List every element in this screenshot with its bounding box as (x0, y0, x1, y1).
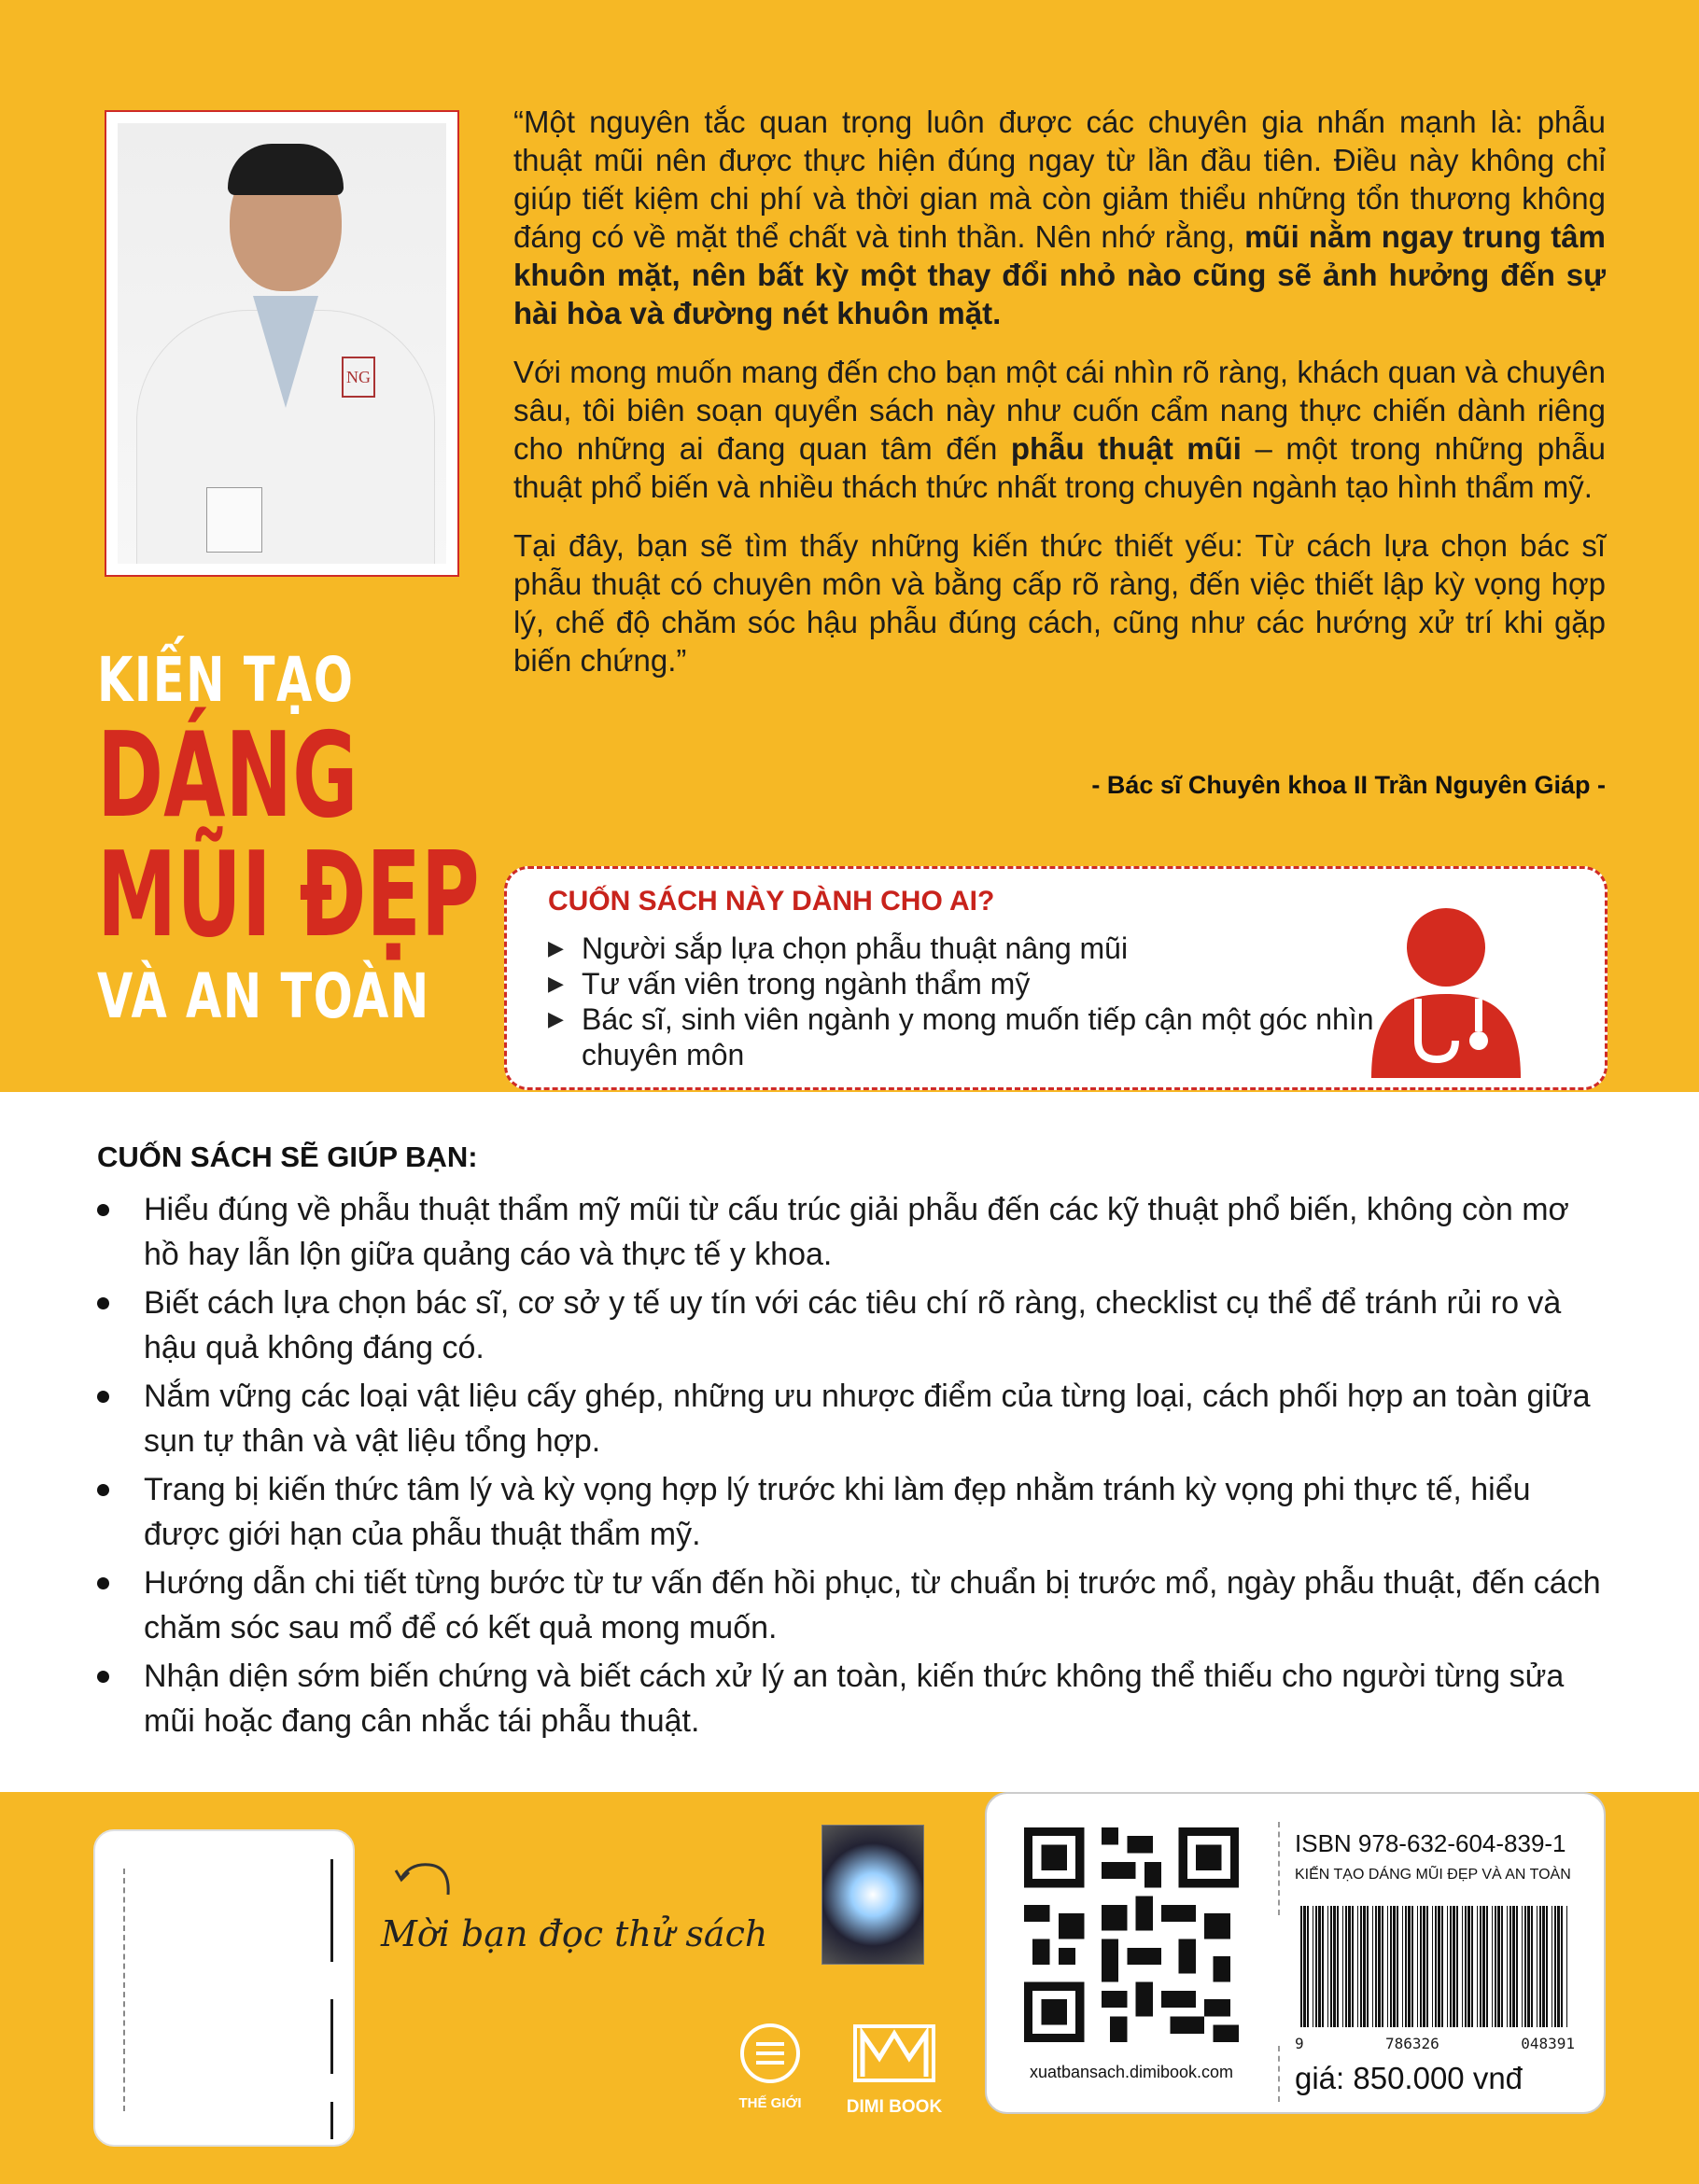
isbn-book-title: KIẾN TẠO DÁNG MŨI ĐẸP VÀ AN TOÀN (1295, 1867, 1571, 1883)
quote-paragraph-3: Tại đây, bạn sẽ tìm thấy những kiến thức thiết yếu: Từ cách lựa chọn bác sĩ phẫu thuật có chuyên môn và bằng cấp rõ ràng, đến việc thiết lập kỳ vọng hợp lý, chế độ chăm sóc hậu phẫu đúng cách, cũng như các hướng xử trí khi gặp biến chứng.” (513, 528, 1606, 678)
author-photo (118, 123, 446, 564)
author-photo-frame (105, 110, 459, 577)
title-line-1: KIẾN TẠO (97, 644, 355, 716)
clinic-logo: NG (342, 357, 375, 398)
list-item: Nắm vững các loại vật liệu cấy ghép, những ưu nhược điểm của từng loại, cách phối hợp an toàn giữa sụn tự thân và vật liệu tổng hợp. (97, 1374, 1609, 1463)
audience-box (504, 866, 1608, 1090)
quote-paragraph-1: “Một nguyên tắc quan trọng luôn được các chuyên gia nhấn mạnh là: phẫu thuật mũi nên được thực hiện đúng ngay từ lần đầu tiên. Điều này không chỉ giúp tiết kiệm chi phí và thời gian mà còn giảm thiểu những tổn thương không đáng có về mặt thể chất và tinh thần. Nên nhớ rằng, mũi nằm ngay trung tâm khuôn mặt, nên bất kỳ một thay đổi nhỏ nào cũng sẽ ảnh hưởng đến sự hài hòa và đường nét khuôn mặt. (513, 105, 1606, 330)
bullet-icon (97, 1204, 109, 1216)
bullet-icon (97, 1671, 109, 1683)
list-item: Trang bị kiến thức tâm lý và kỳ vọng hợp lý trước khi làm đẹp nhằm tránh kỳ vọng phi thực tế, hiểu được giới hạn của phẫu thuật thẩm mỹ. (97, 1467, 1609, 1557)
list-item: ▶ Tư vấn viên trong ngành thẩm mỹ (548, 967, 1031, 1001)
list-item: ▶ Bác sĩ, sinh viên ngành y mong muốn tiếp cận một góc nhìn chuyên môn (548, 1002, 1374, 1071)
benefits-title: CUỐN SÁCH SẼ GIÚP BẠN: (97, 1141, 478, 1173)
list-item: ▶ Người sắp lựa chọn phẫu thuật nâng mũi (548, 931, 1129, 965)
title-line-2: DÁNG (97, 707, 358, 844)
barcode (1295, 1906, 1575, 2046)
bullet-icon (97, 1391, 109, 1403)
publisher-website[interactable]: xuatbansach.dimibook.com (1029, 2063, 1234, 2081)
author-quote (513, 103, 1606, 700)
audience-list (548, 931, 1407, 1072)
list-item: Hiểu đúng về phẫu thuật thẩm mỹ mũi từ cấu trúc giải phẫu đến các kỹ thuật phổ biến, không còn mơ hồ hay lẫn lộn giữa quảng cáo và thực tế y khoa. (97, 1187, 1609, 1277)
title-line-4: VÀ AN TOÀN (97, 960, 430, 1032)
book-title (97, 644, 489, 1032)
triangle-right-icon: ▶ (548, 972, 564, 995)
publisher-the-gioi: THẾ GIỚI (728, 2021, 812, 2111)
title-line-3: MŨI ĐẸP (97, 826, 480, 963)
dimi-book-logo-icon (848, 2021, 941, 2086)
isbn-number: ISBN 978-632-604-839-1 (1295, 1829, 1566, 1857)
barcode-digits: 9 786326 048391 (1295, 2035, 1575, 2052)
book-price: giá: 850.000 vnđ (1295, 2061, 1523, 2095)
list-item: Nhận diện sớm biến chứng và biết cách xử lý an toàn, kiến thức không thể thiếu cho người từng sửa mũi hoặc đang cân nhắc tái phẫu thuật. (97, 1654, 1609, 1743)
bullet-icon (97, 1484, 109, 1496)
quote-paragraph-2: Với mong muốn mang đến cho bạn một cái nhìn rõ ràng, khách quan và chuyên sâu, tôi biên soạn quyển sách này như cuốn cẩm nang thực chiến dành riêng cho những ai đang quan tâm đến phẫu thuật mũi – một trong những phẫu thuật phổ biến và nhiều thách thức nhất trong chuyên ngành tạo hình thẩm mỹ. (513, 355, 1607, 504)
benefits-list (97, 1187, 1609, 1747)
curved-arrow-icon (392, 1857, 457, 1904)
isbn-card (985, 1792, 1606, 2114)
triangle-right-icon: ▶ (548, 1007, 564, 1030)
audience-title: CUỐN SÁCH NÀY DÀNH CHO AI? (548, 886, 995, 917)
the-gioi-logo-icon (737, 2021, 803, 2086)
triangle-right-icon: ▶ (548, 936, 564, 959)
hologram-sticker (821, 1825, 924, 1965)
list-item: Hướng dẫn chi tiết từng bước từ tư vấn đến hồi phục, từ chuẩn bị trước mổ, ngày phẫu thuật, đến cách chăm sóc sau mổ để có kết quả mong muốn. (97, 1561, 1609, 1650)
read-sample-card[interactable] (93, 1829, 355, 2147)
read-sample-invite: Mời bạn đọc thử sách (381, 1913, 768, 1954)
bullet-icon (97, 1297, 109, 1309)
doctor-stethoscope-icon (1353, 891, 1539, 1078)
bullet-icon (97, 1577, 109, 1589)
qr-code[interactable] (1024, 1827, 1239, 2042)
name-badge (206, 487, 262, 553)
quote-author: - Bác sĩ Chuyên khoa II Trần Nguyên Giáp - (1091, 771, 1606, 799)
list-item: Biết cách lựa chọn bác sĩ, cơ sở y tế uy tín với các tiêu chí rõ ràng, checklist cụ thể để tránh rủi ro và hậu quả không đáng có. (97, 1281, 1609, 1370)
publisher-dimi-book: DIMI BOOK (829, 2021, 960, 2118)
